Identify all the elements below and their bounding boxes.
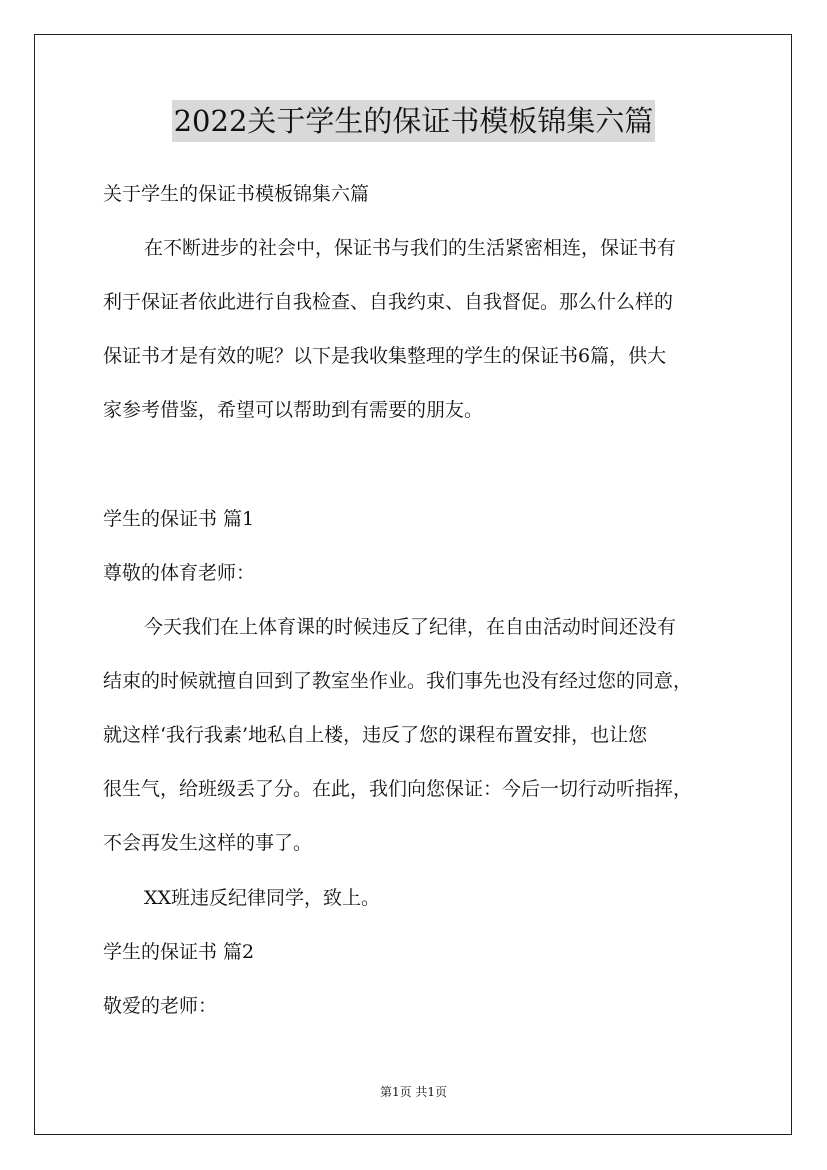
section1-salutation: 尊敬的体育老师：: [103, 562, 256, 584]
section1-body-line-4: 很生气，给班级丢了分。在此，我们向您保证：今后一切行动听指挥，: [103, 778, 693, 800]
intro-line-4: 家参考借鉴，希望可以帮助到有需要的朋友。: [103, 399, 484, 421]
section1-signature: XX班违反纪律同学，致上。: [144, 887, 381, 909]
section1-body-line-1: 今天我们在上体育课的时候违反了纪律，在自由活动时间还没有: [144, 616, 677, 638]
section2-heading: 学生的保证书 篇2: [103, 941, 255, 963]
section1-heading: 学生的保证书 篇1: [103, 508, 255, 530]
section1-body-line-2: 结束的时候就擅自回到了教室坐作业。我们事先也没有经过您的同意，: [103, 670, 693, 692]
document-title: 2022关于学生的保证书模板锦集六篇: [172, 100, 656, 142]
title-container: [0, 100, 827, 142]
page-footer: [0, 1083, 827, 1101]
section2-salutation: 敬爱的老师：: [103, 995, 218, 1017]
intro-line-2: 利于保证者依此进行自我检查、自我约束、自我督促。那么什么样的: [103, 291, 674, 313]
intro-line-3: 保证书才是有效的呢？以下是我收集整理的学生的保证书6篇，供大: [103, 345, 667, 367]
section1-body-line-3: 就这样‘我行我素’地私自上楼，违反了您的课程布置安排，也让您: [103, 724, 648, 746]
document-subtitle: 关于学生的保证书模板锦集六篇: [103, 183, 370, 205]
page-number-label: 第1页 共1页: [379, 1085, 448, 1099]
section1-body-line-5: 不会再发生这样的事了。: [103, 832, 313, 854]
intro-line-1: 在不断进步的社会中，保证书与我们的生活紧密相连，保证书有: [144, 237, 677, 259]
